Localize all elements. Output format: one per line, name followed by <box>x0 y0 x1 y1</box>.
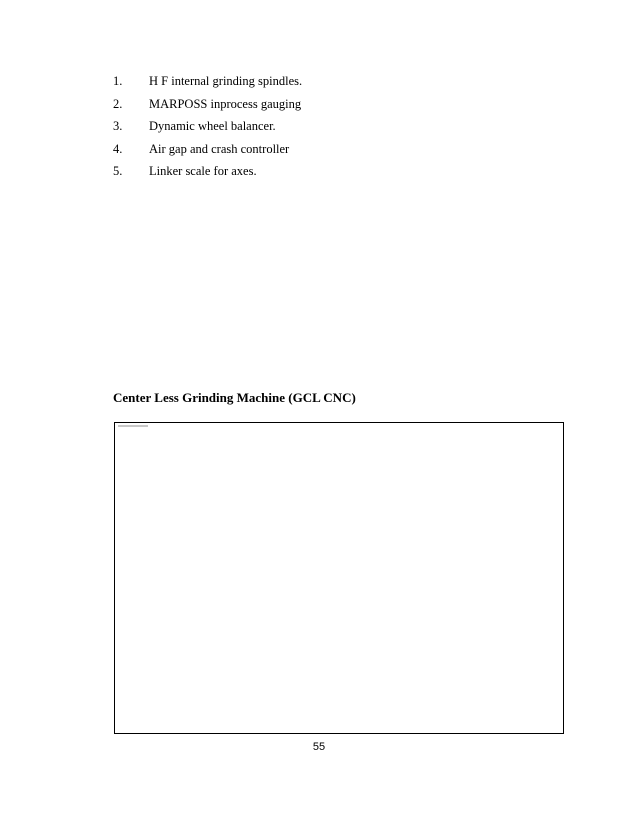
page-number: 55 <box>312 741 326 753</box>
list-item-text: MARPOSS inprocess gauging <box>149 96 302 111</box>
list-item-number: 2. <box>113 96 123 111</box>
list-item-number: 4. <box>113 141 123 156</box>
list-item-number: 5. <box>113 164 123 178</box>
missing-image-placeholder <box>118 425 148 427</box>
list-item <box>113 118 533 141</box>
section-heading: Center Less Grinding Machine (GCL CNC) <box>113 390 356 405</box>
list-item-number: 3. <box>113 119 123 133</box>
list-item <box>113 96 533 119</box>
list-item-text: Dynamic wheel balancer. <box>149 119 276 133</box>
numbered-list <box>113 73 533 186</box>
list-item-text: H F internal grinding spindles. <box>149 74 303 88</box>
list-item <box>113 141 533 164</box>
list-item-text: Air gap and crash controller <box>149 141 290 156</box>
figure-frame <box>114 422 564 734</box>
list-item-number: 1. <box>113 74 123 88</box>
list-item <box>113 73 533 96</box>
list-item <box>113 163 533 186</box>
list-item-text: Linker scale for axes. <box>149 164 257 178</box>
